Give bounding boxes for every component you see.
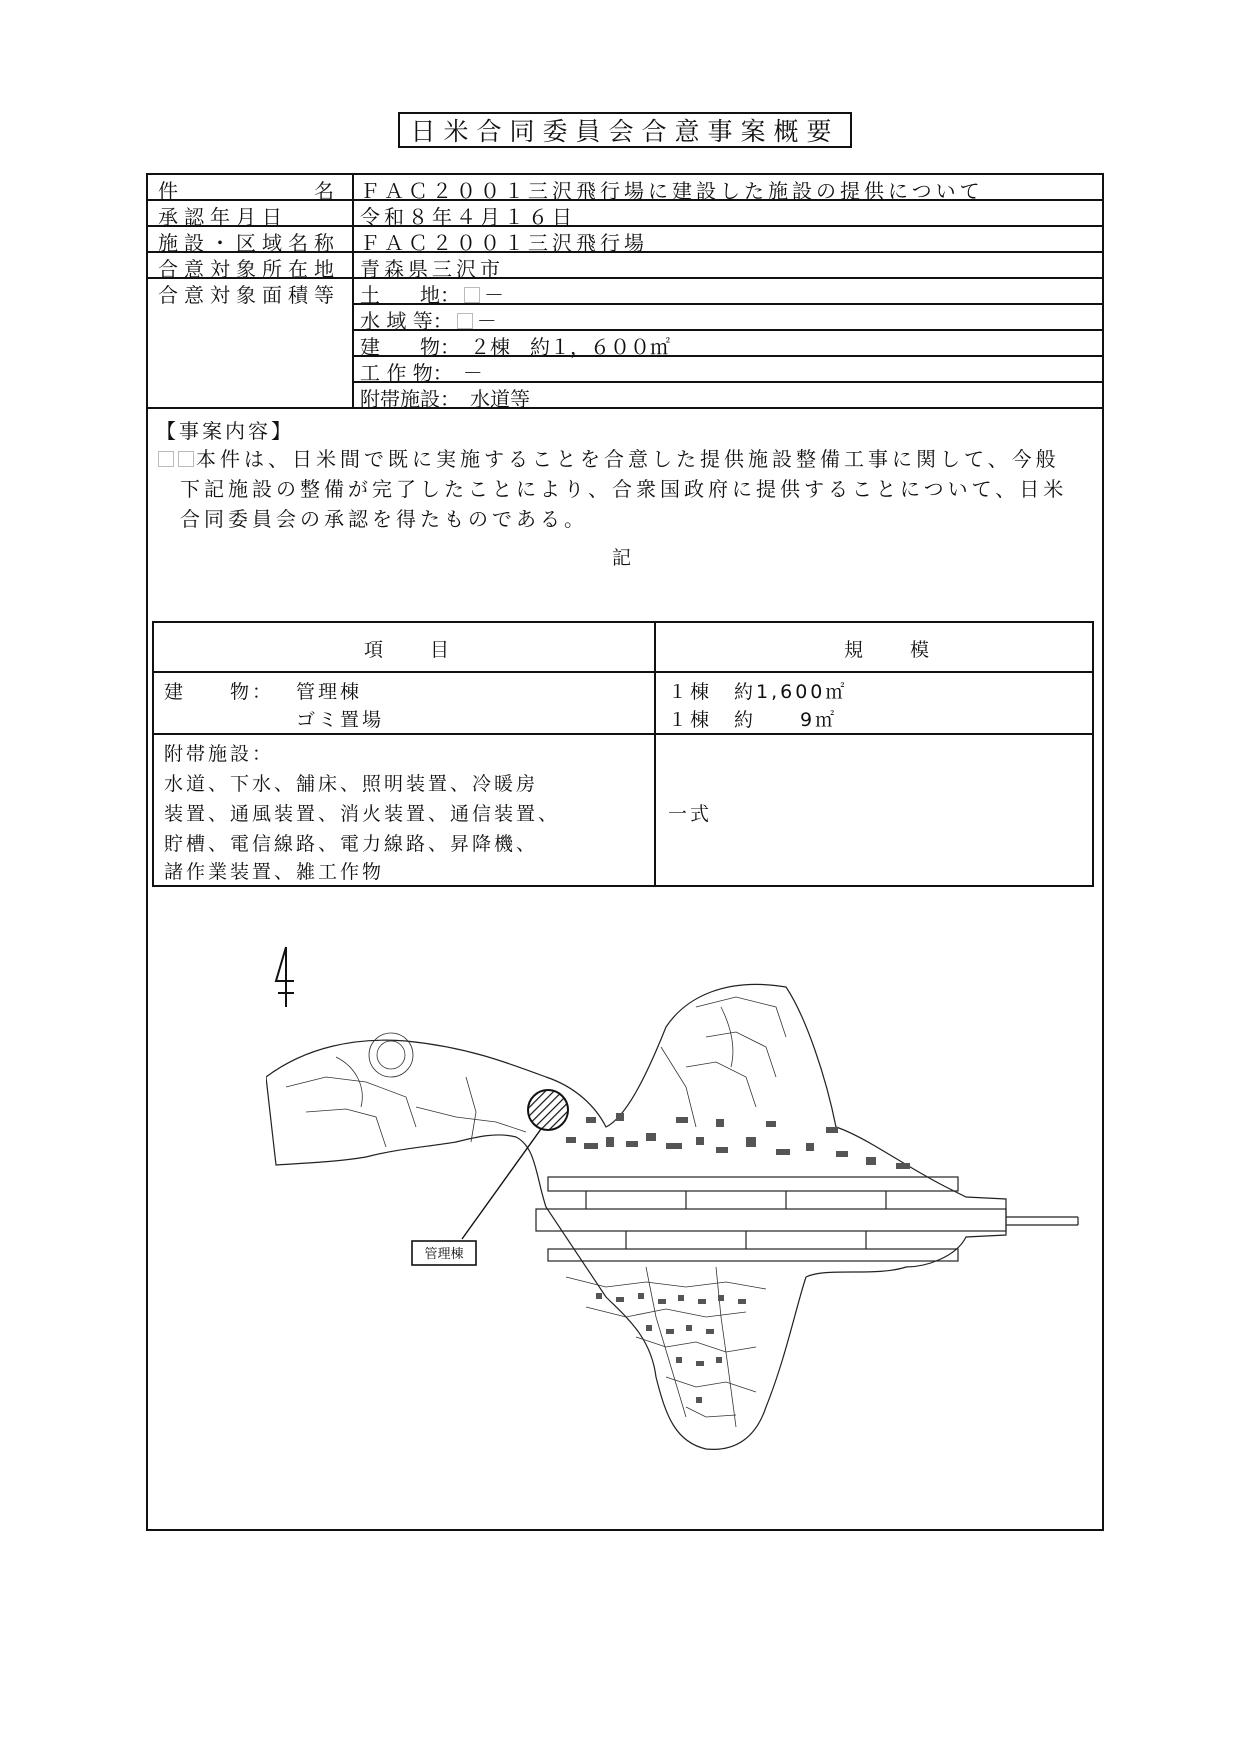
facilities-line-2: 装置、通風装置、消火装置、通信装置、 (164, 803, 561, 825)
buildings-label: 建 物： (164, 681, 275, 703)
items-col-divider (654, 623, 656, 885)
content-line-2: 下記施設の整備が完了したことにより、合衆国政府に提供することについて、日米 (180, 477, 1068, 501)
items-table (152, 621, 1094, 887)
ki-label: 記 (612, 547, 632, 569)
facilities-line-1: 水道、下水、舗床、照明装置、冷暖房 (164, 773, 539, 795)
document-title: 日米合同委員会合意事案概要 (398, 112, 852, 148)
summary-frame (146, 173, 1104, 1531)
north-building-blocks (566, 1113, 910, 1169)
location-value: 青森県三沢市 (360, 257, 504, 281)
facilities-line-4: 諸作業装置、雑工作物 (164, 861, 385, 883)
case-name-label: 件 名 (158, 179, 340, 203)
building-2-scale: １棟 約 9㎡ (668, 709, 838, 731)
content-line-1: 本件は、日米間で既に実施することを合意した提供施設整備工事に関して、今般 (156, 443, 1060, 472)
case-name-value: ＦＡＣ２００１三沢飛行場に建設した施設の提供について (360, 179, 984, 203)
items-header-divider (154, 671, 1092, 673)
callout-leader-line (462, 1129, 541, 1239)
facility-name-label: 施設・区域名称 (158, 231, 340, 255)
building-2: ゴミ置場 (296, 709, 385, 731)
building-1: 管理棟 (296, 681, 363, 703)
runway (536, 1177, 1078, 1261)
callout-label: 管理棟 (424, 1247, 464, 1262)
row-area-facilities (148, 383, 1102, 409)
north-housing (661, 997, 786, 1127)
area-label: 合意対象面積等 (158, 283, 340, 307)
area-row-water-text: 水 域 等： － (360, 309, 497, 333)
south-town (566, 1267, 766, 1427)
row-approval-date (148, 201, 1102, 227)
area-row-facilities-text: 附帯施設： 水道等 (360, 387, 530, 411)
approval-date-label: 承認年月日 (158, 205, 288, 229)
facility-name-value: ＦＡＣ２００１三沢飛行場 (360, 231, 648, 255)
area-row-structure-text: 工 作 物： － (360, 361, 483, 385)
items-col-scale: 規 模 (844, 639, 933, 661)
target-site-marker (528, 1090, 568, 1130)
area-row-land-text: 土 地： － (360, 283, 504, 307)
location-label: 合意対象所在地 (158, 257, 340, 281)
content-line-3: 合同委員会の承認を得たものである。 (180, 507, 588, 531)
west-area-roads (286, 1033, 526, 1147)
approval-date-value: 令和８年４月１６日 (360, 205, 576, 229)
facilities-label: 附帯施設： (164, 743, 275, 765)
site-map (266, 937, 1086, 1457)
facilities-scale: 一式 (668, 803, 713, 825)
area-row-building-text: 建 物： ２棟 約１，６００㎡ (360, 335, 670, 359)
items-row-divider (154, 733, 1092, 735)
north-arrow-icon (276, 947, 294, 1007)
building-1-scale: １棟 約1,600㎡ (668, 681, 848, 703)
content-heading: 【事案内容】 (156, 419, 294, 443)
facilities-line-3: 貯槽、電信線路、電力線路、昇降機、 (164, 833, 539, 855)
items-col-item: 項 目 (364, 639, 453, 661)
